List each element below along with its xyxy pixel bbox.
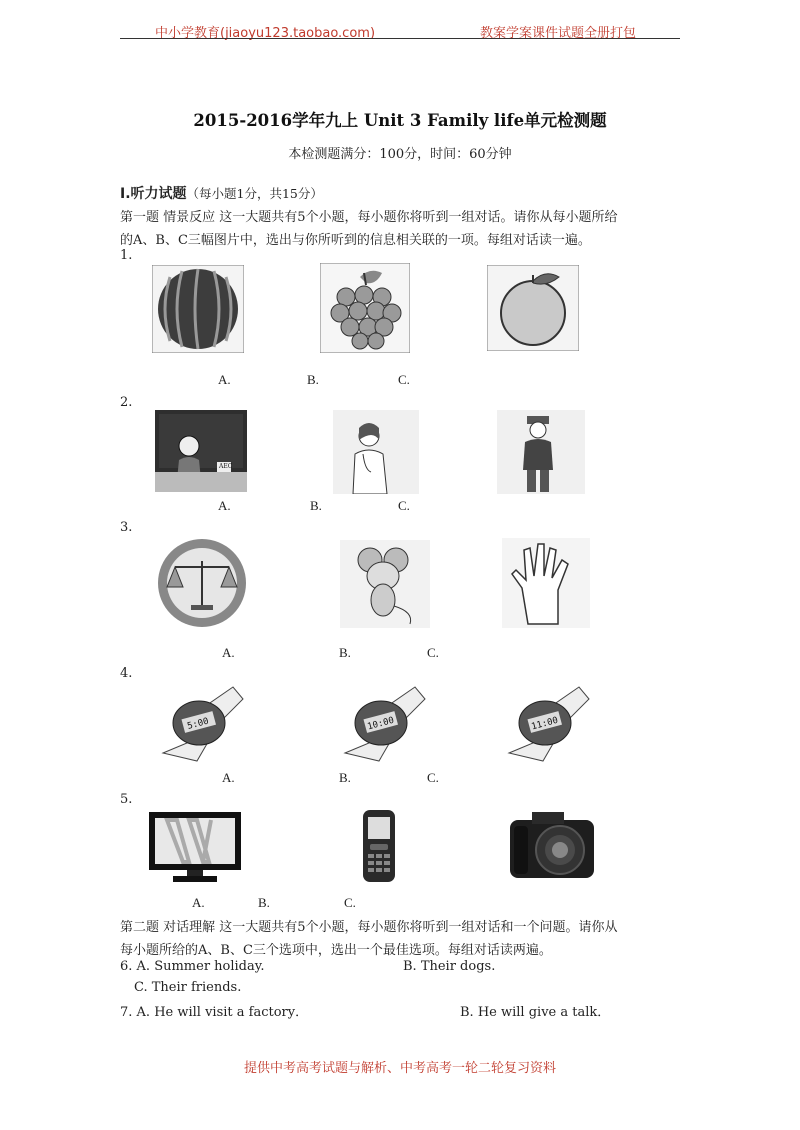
header-divider — [120, 38, 680, 39]
watch-icon — [157, 683, 247, 765]
question-number: 3. — [120, 520, 133, 535]
page-subtitle: 本检测题满分：100分，时间：60分钟 — [288, 147, 512, 162]
option-b-label: B. — [307, 372, 319, 387]
option-b-label: B. — [258, 895, 270, 910]
option-a-label: A. — [192, 895, 205, 910]
watch-time-b: 10:00 — [366, 715, 396, 733]
orange-icon — [487, 265, 579, 351]
option-a-label: A. — [218, 372, 231, 387]
watch-icon — [503, 683, 595, 765]
part2-line2: 每小题所给的A、B、C三个选项中，选出一个最佳选项。每组对话读两遍。 — [120, 943, 552, 958]
question-number: 5. — [120, 792, 133, 807]
watch-icon — [339, 683, 429, 765]
header-right-text: 教案学案课件试题全册打包 — [480, 26, 637, 41]
option-b-label: B. — [339, 770, 351, 785]
option-c-label: C. — [427, 770, 439, 785]
policeman-icon — [497, 410, 585, 494]
svg-text:AEC: AEC — [219, 463, 233, 470]
option-a-label: A. — [222, 645, 235, 660]
question-number: 2. — [120, 395, 133, 410]
part1-line2: 的A、B、C三幅图片中，选出与你所听到的信息相关联的一项。每组对话读一遍。 — [120, 233, 591, 248]
page-title: 2015-2016学年九上 Unit 3 Family life单元检测题 — [193, 111, 607, 130]
tv-icon — [147, 810, 243, 884]
option-b-label: B. — [339, 645, 351, 660]
watermelon-icon — [152, 265, 244, 353]
option-c-label: C. — [398, 498, 410, 513]
watch-time-c: 11:00 — [530, 715, 560, 733]
part2-instructions — [120, 916, 682, 962]
q7-option-a: 7. A. He will visit a factory． — [120, 1005, 309, 1020]
question-number: 1. — [120, 248, 133, 263]
section-heading — [120, 183, 323, 203]
q6-option-b: B. Their dogs. — [403, 959, 496, 974]
option-b-label: B. — [310, 498, 322, 513]
option-a-label: A. — [222, 770, 235, 785]
teacher-icon — [155, 410, 247, 492]
part2-line1: 第二题 对话理解 这一大题共有5个小题，每小题你将听到一组对话和一个问题。请你从 — [120, 920, 618, 935]
part1-instructions — [120, 206, 682, 252]
camera-icon — [508, 808, 596, 882]
option-a-label: A. — [218, 498, 231, 513]
mobile-phone-icon — [361, 808, 397, 884]
option-c-label: C. — [427, 645, 439, 660]
q6-option-c: C. Their friends. — [134, 980, 242, 995]
watch-time-a: 5:00 — [186, 716, 210, 732]
part1-line1: 第一题 情景反应 这一大题共有5个小题，每小题你将听到一组对话。请你从每小题所给 — [120, 210, 618, 225]
grapes-icon — [320, 263, 410, 353]
q6-option-a: 6. A. Summer holiday. — [120, 959, 265, 974]
question-number: 4. — [120, 666, 133, 681]
section-note: （每小题1分，共15分） — [186, 186, 323, 201]
mouse-icon — [340, 540, 430, 628]
header-left-text: 中小学教育(jiaoyu123.taobao.com) — [155, 26, 376, 41]
doctor-icon — [333, 410, 419, 494]
q7-option-b: B. He will give a talk． — [460, 1005, 611, 1020]
option-c-label: C. — [398, 372, 410, 387]
hand-icon — [502, 538, 590, 628]
section-title: Ⅰ.听力试题 — [120, 186, 187, 202]
libra-icon — [155, 537, 250, 629]
option-c-label: C. — [344, 895, 356, 910]
page-footer: 提供中考高考试题与解析、中考高考一轮二轮复习资料 — [243, 1061, 556, 1076]
